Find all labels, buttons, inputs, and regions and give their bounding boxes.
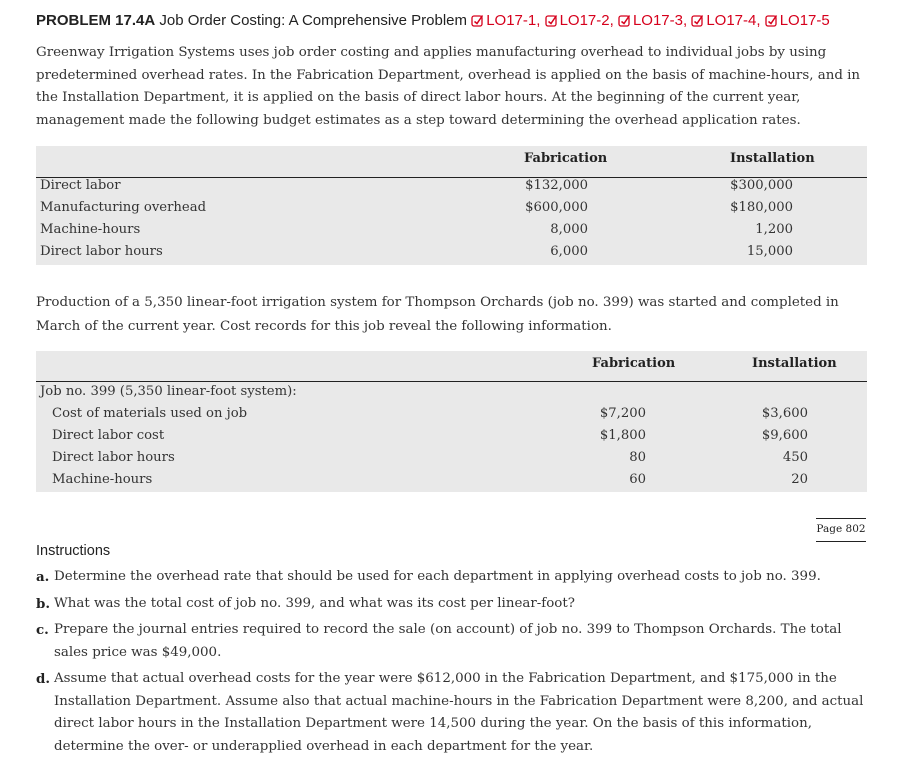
budget-cell-fabrication: 6,000 [550, 244, 588, 259]
learning-objective-icon [471, 14, 484, 27]
budget-cell-fabrication: $600,000 [525, 200, 588, 215]
instruction-text: Prepare the journal entries required to record the sale (on account) of job no. 399 to Thompson Orchards. The total sales price was $49,000. [54, 622, 842, 660]
header-rule [36, 381, 867, 382]
problem-heading [36, 12, 830, 29]
instruction-item [36, 668, 868, 758]
budget-cell-installation: $180,000 [730, 200, 793, 215]
learning-objective-icon [691, 14, 704, 27]
learning-objective-icon [618, 14, 631, 27]
job-header-fabrication: Fabrication [592, 356, 676, 371]
problem-title: Job Order Costing: A Comprehensive Problem [159, 12, 468, 29]
budget-row-label: Direct labor hours [40, 244, 163, 259]
instruction-text: What was the total cost of job no. 399, and what was its cost per linear-foot? [54, 595, 575, 611]
job-row-label: Direct labor hours [52, 450, 175, 465]
job-cell-installation: 450 [782, 450, 808, 465]
job-group-label: Job no. 399 (5,350 linear-foot system): [40, 384, 297, 399]
lo-link-2[interactable]: LO17-2, [545, 12, 614, 29]
budget-cell-fabrication: $132,000 [525, 178, 588, 193]
job-row-label: Direct labor cost [52, 428, 165, 443]
job-cell-fabrication: 60 [629, 472, 646, 487]
lo-link-1[interactable]: LO17-1, [471, 12, 540, 29]
job-cell-fabrication: $7,200 [599, 406, 646, 421]
job-intro-paragraph: Production of a 5,350 linear-foot irrigation system for Thompson Orchards (job no. 399) was started and completed in March of the current year. Cost records for this job reveal the following information. [36, 295, 839, 334]
budget-header-fabrication: Fabrication [524, 151, 608, 166]
instruction-item [36, 593, 868, 616]
budget-row-label: Machine-hours [40, 222, 141, 237]
lo-link-4[interactable]: LO17-4, [691, 12, 760, 29]
learning-objective-icon [765, 14, 778, 27]
budget-table [36, 146, 867, 265]
instruction-item [36, 619, 868, 664]
budget-row-label: Direct labor [40, 178, 121, 193]
job-header-installation: Installation [752, 356, 837, 371]
budget-row-label: Manufacturing overhead [40, 200, 207, 215]
job-cell-installation: 20 [791, 472, 808, 487]
job-row-label: Machine-hours [52, 472, 153, 487]
instructions-list [36, 566, 868, 762]
instruction-letter: a. [36, 569, 50, 585]
job-cell-fabrication: $1,800 [599, 428, 646, 443]
instruction-letter: d. [36, 671, 51, 687]
budget-cell-fabrication: 8,000 [550, 222, 588, 237]
job-cell-installation: $9,600 [761, 428, 808, 443]
lo-link-5[interactable]: LO17-5 [765, 12, 830, 29]
intro-paragraph: Greenway Irrigation Systems uses job order costing and applies manufacturing overhead to individual jobs by using predetermined overhead rates. In the Fabrication Department, overhead is applied on the basis of machine-hours, and in the Installation Department, it is applied on the basis of direct labor hours. At the beginning of the current year, management made the following budget estimates as a step toward determining the overhead application rates. [36, 45, 861, 129]
page-marker: Page 802 [816, 518, 866, 542]
budget-cell-installation: 1,200 [755, 222, 793, 237]
job-row-label: Cost of materials used on job [52, 406, 248, 421]
job-cell-installation: $3,600 [761, 406, 808, 421]
instruction-text: Determine the overhead rate that should be used for each department in applying overhead costs to job no. 399. [54, 569, 821, 584]
instruction-text: Assume that actual overhead costs for the year were $612,000 in the Fabrication Department, and $175,000 in the Installation Department. Assume also that actual machine-hours in the Fabrication Department were 8,200, and actual direct labor hours in the Installation Department were 14,500 during the year. On the basis of this information, determine the over- or underapplied overhead in each department for the year. [54, 671, 864, 754]
instruction-item [36, 566, 868, 589]
learning-objective-icon [545, 14, 558, 27]
instruction-letter: c. [36, 622, 49, 638]
problem-label: PROBLEM 17.4A [36, 12, 156, 29]
job-cost-table [36, 351, 867, 492]
budget-header-installation: Installation [730, 151, 815, 166]
instructions-title: Instructions [36, 543, 111, 559]
budget-cell-installation: 15,000 [746, 244, 793, 259]
lo-link-3[interactable]: LO17-3, [618, 12, 687, 29]
job-cell-fabrication: 80 [629, 450, 646, 465]
budget-cell-installation: $300,000 [730, 178, 793, 193]
instruction-letter: b. [36, 595, 51, 612]
